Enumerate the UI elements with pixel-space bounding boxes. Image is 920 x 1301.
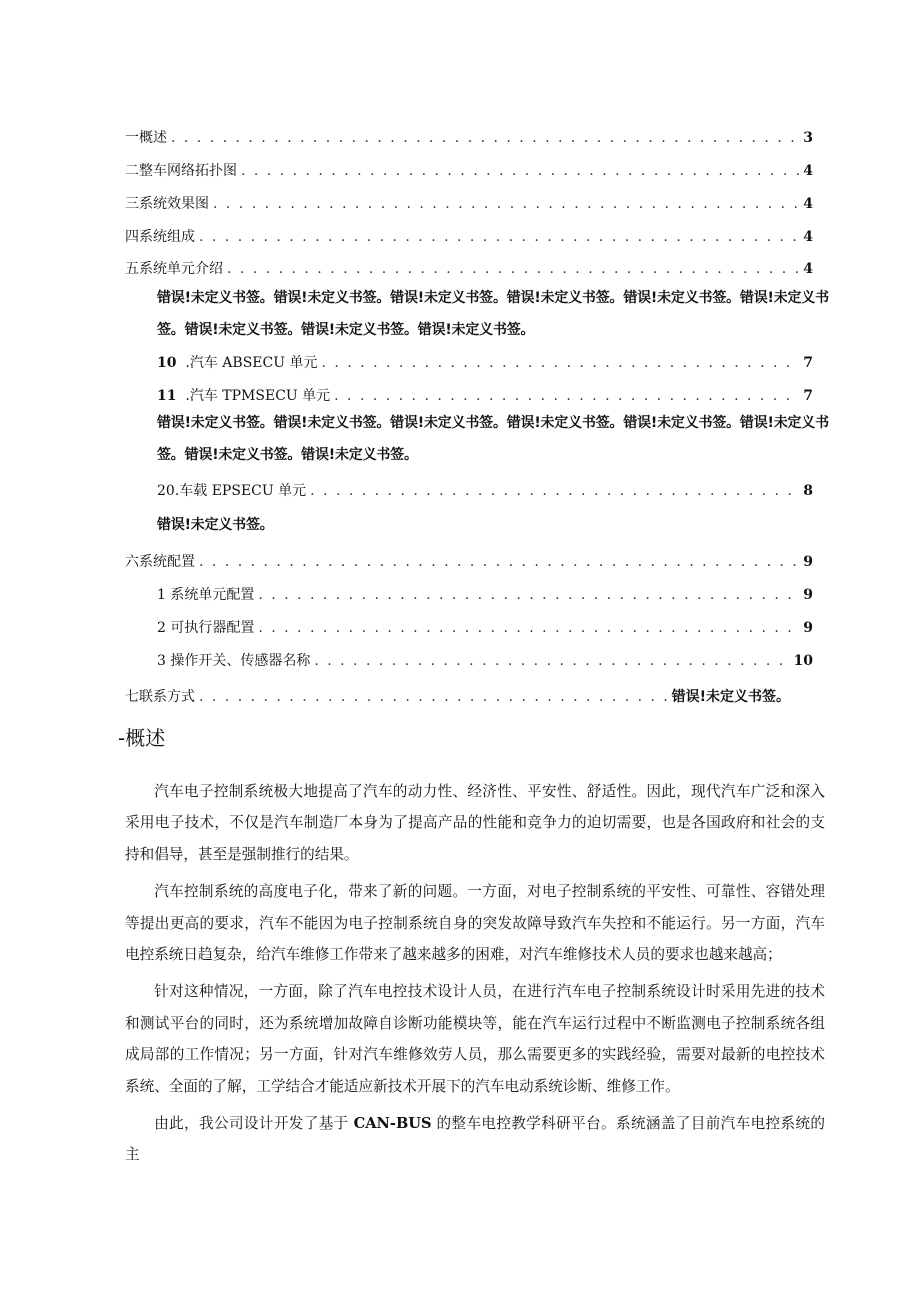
toc-entry[interactable]	[125, 159, 813, 183]
section-body	[125, 776, 825, 1177]
toc-entry-page: 10	[793, 653, 813, 669]
toc-bookmark-error: 错误!未定义书签。	[157, 517, 274, 533]
toc-entry-number: 11	[157, 388, 177, 404]
toc-entry-number: 10	[157, 355, 177, 371]
toc-leader-dots	[199, 685, 668, 709]
toc-entry-page: 8	[803, 483, 813, 499]
toc-sub-entry[interactable]	[157, 384, 813, 408]
toc-leader-dots	[310, 479, 799, 503]
toc-sub-entry[interactable]	[157, 649, 813, 673]
toc-entry-page: 9	[803, 620, 813, 636]
toc-entry-page: 4	[803, 229, 813, 245]
toc-entry-label: 2 可执行器配置	[157, 620, 255, 636]
toc-entry-label: 四系统组成	[125, 229, 195, 245]
toc-leader-dots	[321, 351, 799, 375]
toc-leader-dots	[258, 616, 799, 640]
body-paragraph: 针对这种情况，一方面，除了汽车电控技术设计人员，在进行汽车电子控制系统设计时采用先进的技术和测试平台的同时，还为系统增加故障自诊断功能模块等，能在汽车运行过程中不断监测电子控制系统各组成局部的工作情况；另一方面，针对汽车维修效劳人员，那么需要更多的实践经验，需要对最新的电控技术系统、全面的了解，工学结合才能适应新技术开展下的汽车电动系统诊断、维修工作。	[125, 983, 825, 1095]
toc-entry-label: 3 操作开关、传感器名称	[157, 653, 311, 669]
toc-entry-page: 7	[803, 388, 813, 404]
toc-entry-label: 七联系方式	[125, 689, 195, 705]
toc-entry-page: 9	[803, 587, 813, 603]
can-bus-term: CAN-BUS	[353, 1115, 432, 1133]
toc-entry[interactable]	[125, 550, 813, 574]
toc-entry-text: .汽车 ABSECU 单元	[185, 355, 318, 371]
toc-leader-dots	[213, 192, 799, 216]
toc-entry-label	[157, 384, 330, 408]
toc-sub-entry[interactable]	[157, 616, 813, 640]
toc-leader-dots	[227, 257, 799, 281]
toc-entry-page: 9	[803, 554, 813, 570]
toc-entry-page: 4	[803, 196, 813, 212]
toc-entry-label: 1 系统单元配置	[157, 587, 255, 603]
body-text-run: 的整车电控教学科研平台。系统涵盖了目前汽车电控系统的主	[125, 1115, 826, 1164]
toc-entry-label: 二整车网络拓扑图	[125, 163, 237, 179]
toc-leader-dots	[258, 583, 799, 607]
toc-bookmark-error: 错误!未定义书签。错误!未定义书签。错误!未定义书签。错误!未定义书签。错误!未定义书签。错误!未定义书签。错误!未定义书签。错误!未定义书签。错误!未定义书签。	[157, 290, 829, 338]
toc-entry-page: 3	[803, 130, 813, 146]
toc-entry-page: 7	[803, 355, 813, 371]
toc-entry-text: .汽车 TPMSECU 单元	[185, 388, 331, 404]
toc-entry-label: 五系统单元介绍	[125, 261, 223, 277]
toc-leader-dots	[199, 225, 799, 249]
toc-sub-entry[interactable]	[157, 583, 813, 607]
toc-entry-page: 4	[803, 261, 813, 277]
toc-entry-label: 六系统配置	[125, 554, 195, 570]
toc-entry[interactable]	[125, 126, 813, 150]
body-paragraph: 汽车电子控制系统极大地提高了汽车的动力性、经济性、平安性、舒适性。因此，现代汽车广泛和深入采用电子技术，不仅是汽车制造厂本身为了提高产品的性能和竞争力的迫切需要，也是各国政府和社会的支持和倡导，甚至是强制推行的结果。	[125, 783, 825, 863]
toc-entry[interactable]	[125, 225, 813, 249]
toc-sub-entry[interactable]	[157, 351, 813, 375]
toc-leader-dots	[314, 649, 789, 673]
section-heading: -概述	[118, 726, 166, 750]
toc-bookmark-error: 错误!未定义书签。错误!未定义书签。错误!未定义书签。错误!未定义书签。错误!未定义书签。错误!未定义书签。错误!未定义书签。错误!未定义书签。	[157, 415, 829, 463]
toc-entry-label: 三系统效果图	[125, 196, 209, 212]
toc-entry[interactable]	[125, 685, 790, 709]
toc-entry-label: 20.车载 EPSECU 单元	[157, 483, 307, 499]
body-paragraph: 汽车控制系统的高度电子化，带来了新的问题。一方面，对电子控制系统的平安性、可靠性、容错处理等提出更高的要求，汽车不能因为电子控制系统自身的突发故障导致汽车失控和不能运行。另一方面，汽车电控系统日趋复杂，给汽车维修工作带来了越来越多的困难，对汽车维修技术人员的要求也越来越高；	[125, 883, 825, 964]
toc-leader-dots	[199, 550, 799, 574]
toc-sub-entry[interactable]	[157, 479, 813, 503]
toc-entry-label	[157, 351, 317, 375]
body-text-run: 由此，我公司设计开发了基于	[154, 1115, 354, 1133]
toc-leader-dots	[241, 159, 799, 183]
toc-entry[interactable]	[125, 257, 813, 281]
toc-entry-page: 4	[803, 163, 813, 179]
toc-entry[interactable]	[125, 192, 813, 216]
toc-leader-dots	[334, 384, 799, 408]
toc-leader-dots	[171, 126, 799, 150]
body-paragraph	[125, 1108, 825, 1171]
toc-entry-label: 一概述	[125, 130, 167, 146]
toc-entry-page: 错误!未定义书签。	[671, 689, 790, 705]
